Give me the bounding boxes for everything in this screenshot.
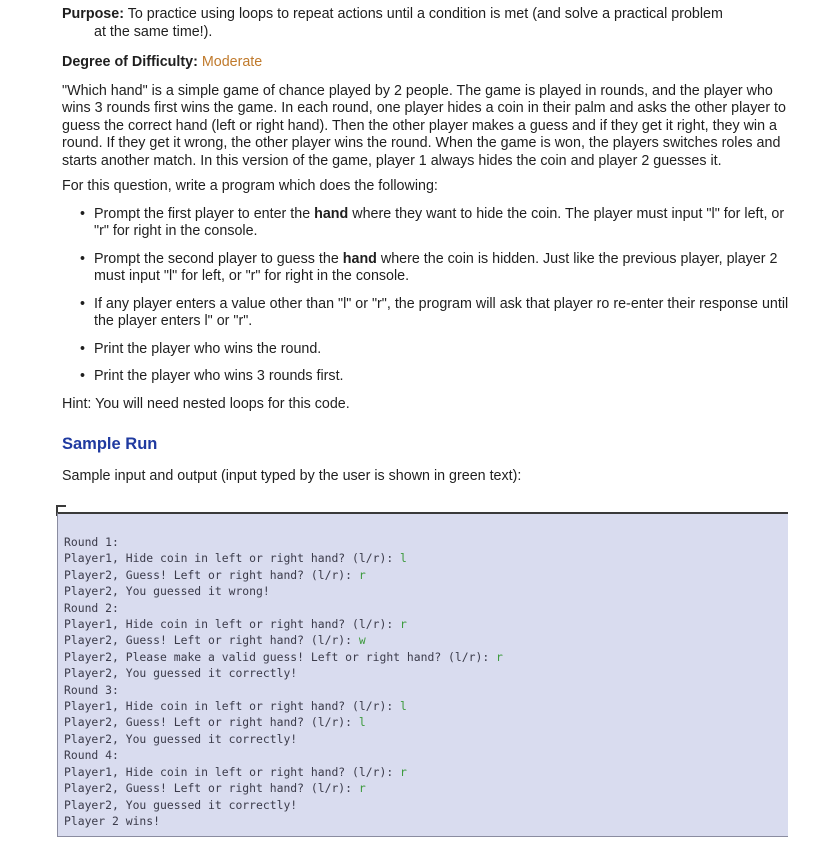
- console-lines: [64, 534, 503, 829]
- console-output-text: Player1, Hide coin in left or right hand? (l/r):: [64, 551, 401, 566]
- console-line: [64, 714, 503, 730]
- console-output-text: Player1, Hide coin in left or right hand? (l/r):: [64, 764, 401, 779]
- console-line: [64, 764, 503, 780]
- console-output-text: Player1, Hide coin in left or right hand? (l/r):: [64, 699, 401, 714]
- requirements-list: [62, 206, 792, 386]
- console-user-input: r: [496, 649, 503, 664]
- instructions-intro: For this question, write a program which does the following:: [62, 178, 438, 194]
- console-line: [64, 682, 503, 698]
- console-user-input: r: [400, 617, 407, 632]
- hint-text: Hint: You will need nested loops for this code.: [62, 395, 350, 412]
- list-item: • Prompt the second player to guess the hand where the coin is hidden. Just like the previous player, player 2 must input "l" for left, or "r" for right in the console.: [80, 250, 778, 284]
- console-line: [64, 780, 503, 796]
- difficulty-value: Moderate: [201, 54, 263, 70]
- console-output-text: Player2, Guess! Left or right hand? (l/r):: [64, 781, 359, 796]
- console-output-text: Player2, You guessed it correctly!: [64, 731, 298, 746]
- console-output-text: Player2, Guess! Left or right hand? (l/r):: [64, 715, 359, 730]
- console-line: [64, 583, 503, 599]
- console-user-input: r: [358, 567, 366, 582]
- console-line: [64, 747, 503, 763]
- difficulty-label: Degree of Difficulty:: [62, 54, 198, 70]
- console-line: [64, 600, 503, 616]
- purpose-text-line2: at the same time!).: [94, 23, 213, 40]
- console-output-text: Player2, You guessed it correctly!: [64, 666, 298, 681]
- console-output-text: Player 2 wins!: [64, 813, 161, 828]
- assignment-document: [62, 6, 792, 486]
- console-user-input: w: [358, 633, 366, 648]
- bullet-icon: •: [80, 295, 86, 312]
- list-item: • Prompt the first player to enter the hand where they want to hide the coin. The player must input "l" for left, or "r" for right in the console.: [80, 205, 785, 239]
- console-user-input: l: [400, 551, 407, 566]
- console-line: [64, 567, 503, 583]
- sample-run-subtitle: Sample input and output (input typed by the user is shown in green text):: [62, 468, 522, 484]
- console-output-text: Player1, Hide coin in left or right hand? (l/r):: [64, 617, 401, 632]
- bullet-icon: •: [80, 205, 86, 222]
- console-line: [64, 534, 503, 550]
- console-line: [64, 797, 503, 813]
- bullet-icon: •: [80, 250, 86, 267]
- sample-run-heading: Sample Run: [62, 435, 158, 453]
- console-output-text: Round 3:: [64, 682, 119, 697]
- bullet-icon: •: [80, 340, 86, 357]
- list-item: • Print the player who wins the round.: [80, 340, 322, 357]
- game-description: "Which hand" is a simple game of chance played by 2 people. The game is played in rounds, and the player who wins 3 rounds first wins the game. In each round, one player hides a coin in their palm and asks the other player to guess the correct hand (left or right hand). Then the other player makes a guess and if they get it right, they win a round. If they get it wrong, the other player wins the round. When the game is won, the players switches roles and starts another match. In this version of the game, player 1 always hides the coin and player 2 guesses it.: [62, 82, 786, 169]
- list-item: • Print the player who wins 3 rounds first.: [80, 368, 344, 384]
- purpose-section: [62, 6, 792, 41]
- console-output-text: Round 4:: [64, 748, 119, 763]
- list-item: • If any player enters a value other than "l" or "r", the program will ask that player ro re-enter their response until the player enters l" or "r".: [80, 295, 789, 329]
- console-output-text: Player2, You guessed it wrong!: [64, 584, 270, 599]
- difficulty-section: [62, 54, 792, 72]
- console-output-text: Round 1:: [64, 535, 119, 549]
- console-user-input: l: [358, 715, 366, 730]
- console-output-box: [57, 512, 788, 837]
- console-line: [64, 616, 503, 632]
- purpose-text-line1: To practice using loops to repeat actions until a condition is met (and solve a practical problem: [127, 6, 723, 22]
- console-line: [64, 698, 503, 714]
- console-line: [64, 813, 503, 829]
- purpose-label: Purpose:: [62, 6, 124, 22]
- console-output-text: Player2, You guessed it correctly!: [64, 797, 298, 812]
- console-output-text: Player2, Guess! Left or right hand? (l/r):: [64, 567, 359, 582]
- console-output-text: Player2, Please make a valid guess! Left or right hand? (l/r):: [64, 649, 497, 664]
- console-user-input: r: [358, 781, 366, 796]
- console-line: [64, 649, 503, 665]
- console-line: [64, 665, 503, 681]
- console-user-input: l: [400, 699, 407, 714]
- console-output-text: Player2, Guess! Left or right hand? (l/r):: [64, 633, 359, 648]
- console-user-input: r: [400, 764, 407, 779]
- console-line: [64, 731, 503, 747]
- console-line: [64, 550, 503, 566]
- bullet-icon: •: [80, 368, 86, 384]
- console-line: [64, 632, 503, 648]
- console-output-text: Round 2:: [64, 600, 119, 615]
